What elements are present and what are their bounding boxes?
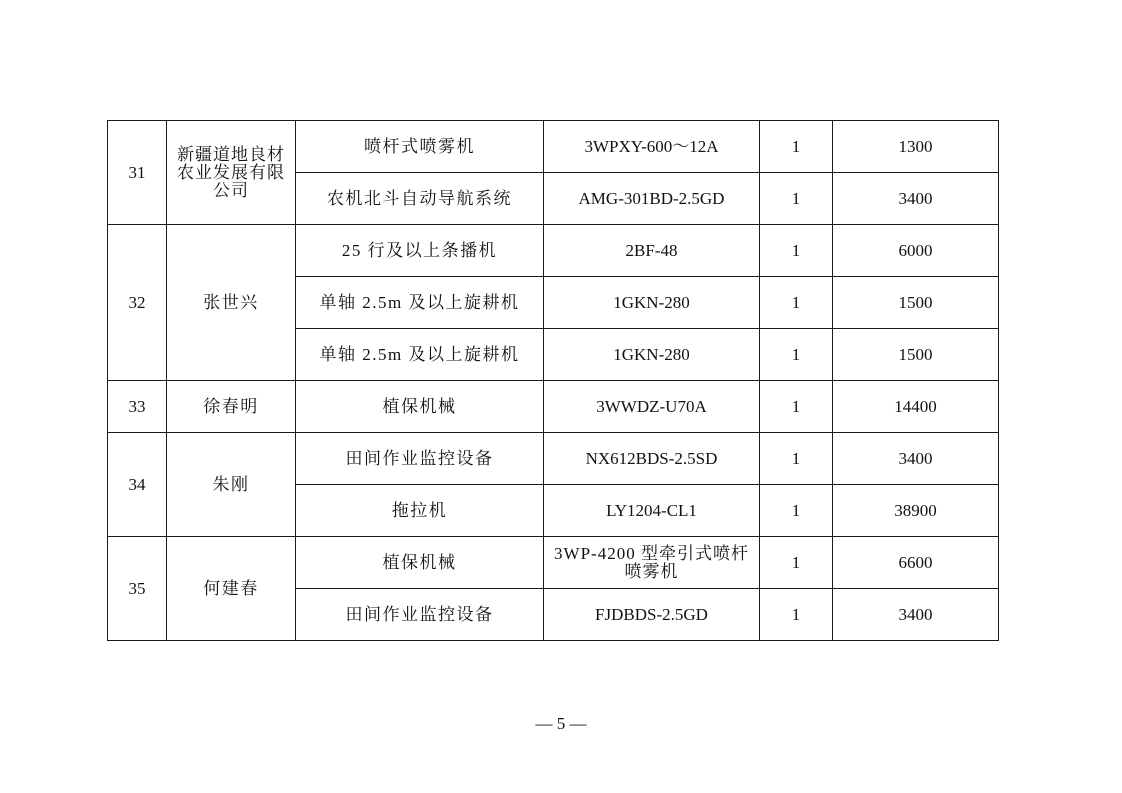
quantity: 1	[760, 537, 833, 589]
machine-name: 喷杆式喷雾机	[296, 121, 544, 173]
owner-name: 张世兴	[167, 225, 296, 381]
machine-model: 3WPXY-600～12A	[544, 121, 760, 173]
entry-number: 31	[108, 121, 167, 225]
subsidy-table	[107, 120, 999, 641]
entry-number: 35	[108, 537, 167, 641]
table-row	[108, 121, 999, 173]
quantity: 1	[760, 173, 833, 225]
machine-model: 3WWDZ-U70A	[544, 381, 760, 433]
subsidy-amount: 1300	[833, 121, 999, 173]
machine-name: 单轴 2.5m 及以上旋耕机	[296, 277, 544, 329]
table-row	[108, 225, 999, 277]
entry-number: 34	[108, 433, 167, 537]
machine-model: 3WP-4200 型牵引式喷杆喷雾机	[544, 537, 760, 589]
machine-name: 植保机械	[296, 537, 544, 589]
subsidy-amount: 3400	[833, 173, 999, 225]
machine-name: 农机北斗自动导航系统	[296, 173, 544, 225]
owner-name: 何建春	[167, 537, 296, 641]
entry-number: 33	[108, 381, 167, 433]
machine-model: FJDBDS-2.5GD	[544, 589, 760, 641]
quantity: 1	[760, 589, 833, 641]
subsidy-amount: 6600	[833, 537, 999, 589]
machine-name: 田间作业监控设备	[296, 589, 544, 641]
subsidy-amount: 14400	[833, 381, 999, 433]
quantity: 1	[760, 225, 833, 277]
quantity: 1	[760, 381, 833, 433]
quantity: 1	[760, 485, 833, 537]
table-row	[108, 537, 999, 589]
machine-model: AMG-301BD-2.5GD	[544, 173, 760, 225]
quantity: 1	[760, 121, 833, 173]
machine-name: 植保机械	[296, 381, 544, 433]
machine-name: 25 行及以上条播机	[296, 225, 544, 277]
machine-name: 田间作业监控设备	[296, 433, 544, 485]
table-row	[108, 433, 999, 485]
subsidy-amount: 1500	[833, 329, 999, 381]
machine-model: NX612BDS-2.5SD	[544, 433, 760, 485]
subsidy-amount: 38900	[833, 485, 999, 537]
subsidy-amount: 6000	[833, 225, 999, 277]
machine-model: 1GKN-280	[544, 277, 760, 329]
machine-name: 拖拉机	[296, 485, 544, 537]
subsidy-amount: 1500	[833, 277, 999, 329]
machine-model: 1GKN-280	[544, 329, 760, 381]
quantity: 1	[760, 277, 833, 329]
entry-number: 32	[108, 225, 167, 381]
subsidy-amount: 3400	[833, 433, 999, 485]
machine-model: LY1204-CL1	[544, 485, 760, 537]
subsidy-amount: 3400	[833, 589, 999, 641]
machine-model: 2BF-48	[544, 225, 760, 277]
machine-name: 单轴 2.5m 及以上旋耕机	[296, 329, 544, 381]
quantity: 1	[760, 433, 833, 485]
owner-name: 新疆道地良材农业发展有限公司	[167, 121, 296, 225]
page-number: — 5 —	[535, 714, 587, 733]
table-row	[108, 381, 999, 433]
quantity: 1	[760, 329, 833, 381]
owner-name: 朱刚	[167, 433, 296, 537]
owner-name: 徐春明	[167, 381, 296, 433]
